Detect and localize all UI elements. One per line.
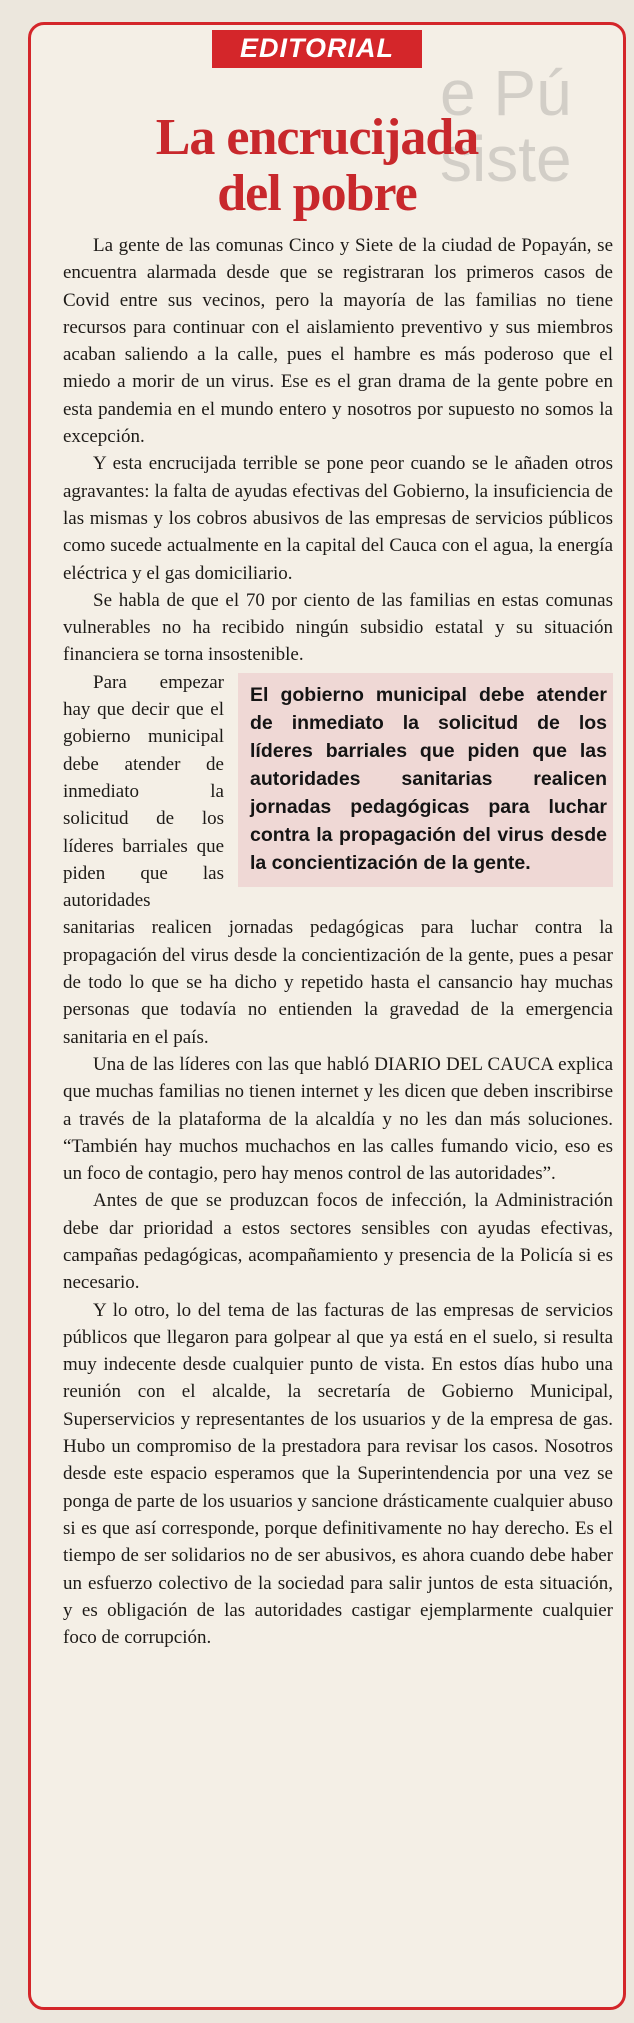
title-line-2: del pobre <box>217 165 417 222</box>
paragraph-1: La gente de las comunas Cinco y Siete de la ciudad de Popayán, se encuentra alarmada desde que se registraran los primeros casos de Covid entre sus vecinos, pero la mayoría de las familias no tiene recursos para continuar con el aislamiento preventivo y sus miembros acaban saliendo a la calle, pues el hambre es más poderoso que el miedo a morir de un virus. Ese es el gran drama de la gente pobre en esta pandemia en el mundo entero y nosotros por supuesto no somos la excepción. <box>63 235 613 448</box>
pull-quote: El gobierno municipal debe atender de inmediato la solicitud de los líderes barriales que piden que las autoridades sanitarias realicen jornadas pedagógicas para luchar contra la propagación del virus desde la concientización de la gente. <box>238 673 613 887</box>
paragraph-5: Una de las líderes con las que habló DIARIO DEL CAUCA explica que muchas familias no tienen internet y les dicen que deben inscribirse a través de la plataforma de la alcaldía y no les dan más soluciones. “También hay muchos muchachos en las calles fumando vicio, eso es un foco de contagio, pero hay menos control de las autoridades”. <box>63 1053 613 1185</box>
bleed-through-decoration: e Pú siste <box>440 60 572 192</box>
title-line-1: La encrucijada <box>155 109 479 166</box>
editorial-title <box>0 110 634 222</box>
paragraph-3: Se habla de que el 70 por ciento de las familias en estas comunas vulnerables no ha recibido ningún subsidio estatal y su situación financiera se torna insostenible. <box>63 589 613 666</box>
paragraph-4: Para empezar hay que decir que el gobierno municipal debe atender de inmediato la solicitud de los líderes barriales que piden que las autoridades sanitarias realicen jornadas pedagógicas para luchar contra la propagación del virus desde la concientización de la gente, pues a pesar de todo lo que se ha dicho y repetido hasta el cansancio hay muchas personas que todavía no entienden la gravedad de la emergencia sanitaria en el país. <box>63 671 613 1048</box>
paragraph-6: Antes de que se produzcan focos de infección, la Administración debe dar prioridad a estos sectores sensibles con ayudas efectivas, campañas pedagógicas, acompañamiento y presencia de la Policía si es necesario. <box>63 1190 613 1294</box>
paragraph-7: Y lo otro, lo del tema de las facturas de las empresas de servicios públicos que llegaron para golpear al que ya está en el suelo, si resulta muy indecente desde cualquier punto de vista. En estos días hubo una reunión con el alcalde, la secretaría de Gobierno Municipal, Superservicios y representantes de los usuarios y de la empresa de gas. Hubo un compromiso de la prestadora para revisar los casos. Nosotros desde este espacio esperamos que la Superintendencia por una vez se ponga de parte de los usuarios y sancione drásticamente cualquier abuso si es que así corresponde, porque definitivamente no hay derecho. Es el tiempo de ser solidarios no de ser abusivos, es ahora cuando debe haber un esfuerzo colectivo de la sociedad para salir juntos de esta situación, y es obligación de las autoridades castigar ejemplarmente cualquier foco de corrupción. <box>63 1299 613 1649</box>
section-tag-wrap <box>0 30 634 68</box>
article-body <box>63 232 613 1651</box>
section-tag: EDITORIAL <box>212 30 422 68</box>
paragraph-2: Y esta encrucijada terrible se pone peor cuando se le añaden otros agravantes: la falta de ayudas efectivas del Gobierno, la insuficiencia de las mismas y los cobros abusivos de las empresas de servicios públicos como sucede actualmente en la capital del Cauca con el agua, la energía eléctrica y el gas domiciliario. <box>63 453 613 584</box>
